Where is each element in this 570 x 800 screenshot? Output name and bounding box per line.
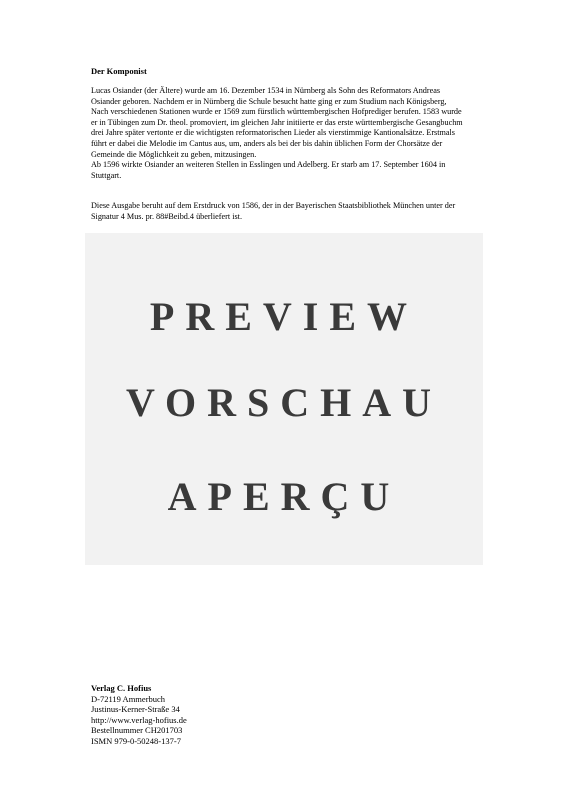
watermark-vorschau: VORSCHAU [125, 380, 443, 425]
text-line: Nach verschiedenen Stationen wurde er 1569 zum fürstlich württembergischen Hofprediger berufen. 1583 wurde [91, 107, 462, 117]
text-line: Osiander geboren. Nachdem er in Nürnberg die Schule besucht hatte ging er zum Studium nach Königsberg, [91, 96, 447, 106]
publisher-address-line: D-72119 Ammerbuch [91, 693, 166, 704]
source-paragraph [91, 201, 481, 222]
section-heading: Der Komponist [91, 66, 147, 76]
watermark-preview: PREVIEW [149, 294, 419, 339]
text-line: Gemeinde die Möglichkeit zu geben, mitzusingen. [91, 149, 257, 159]
text-line: Ab 1596 wirkte Osiander an weiteren Stellen in Esslingen und Adelberg. Er starb am 17. September 1604 in [91, 160, 446, 170]
publisher-name: Verlag C. Hofius [91, 683, 152, 693]
watermark-apercu: APERÇU [167, 474, 401, 519]
text-line: Diese Ausgabe beruht auf dem Erstdruck von 1586, der in der Bayerischen Staatsbibliothek München unter der [91, 201, 456, 210]
text-line: er in Tübingen zum Dr. theol. promoviert, im gleichen Jahr initiierte er das erste württembergische Gesangbuchm [91, 117, 463, 127]
ismn-number: ISMN 979-0-50248-137-7 [91, 735, 181, 746]
publisher-address-line: Justinus-Kerner-Straße 34 [91, 704, 180, 715]
biography-paragraph [91, 86, 481, 181]
text-line: drei Jahre später vertonte er die wichtigsten reformatorischen Lieder als vierstimmige Kantionalsätze. Erstmals [91, 128, 455, 138]
publisher-website: http://www.verlag-hofius.de [91, 714, 187, 725]
text-line: Signatur 4 Mus. pr. 88#Beibd.4 überliefert ist. [91, 211, 242, 221]
preview-watermark-box [85, 233, 483, 565]
text-line: Lucas Osiander (der Ältere) wurde am 16. Dezember 1534 in Nürnberg als Sohn des Reformators Andreas [91, 86, 441, 95]
text-line: Stuttgart. [91, 170, 122, 180]
order-number: Bestellnummer CH201703 [91, 725, 183, 736]
text-line: führt er dabei die Melodie im Cantus aus, um, anders als bei der bis dahin üblichen Form der Chorsätze der [91, 138, 443, 148]
publisher-block [91, 683, 187, 747]
